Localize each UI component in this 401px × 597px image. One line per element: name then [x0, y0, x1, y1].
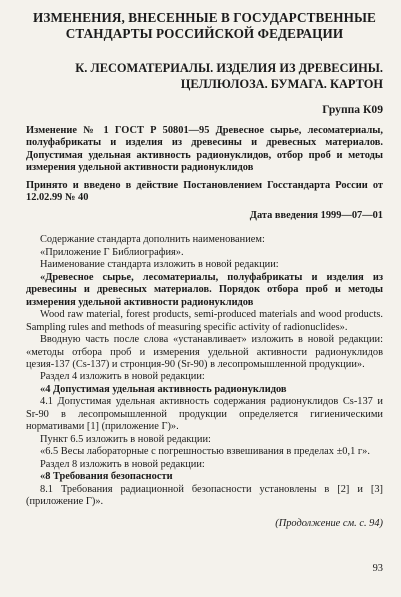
change-title: Изменение № 1 ГОСТ Р 50801—95 Древесное сырье, лесоматериалы, полуфабрикаты и изделия из древесины и древесных материалов. Допустимая удельная активность радионуклидов, отбор проб и методы измерения удельной активности радионуклидов: [26, 125, 383, 174]
paragraph: «6.5 Весы лабораторные с погрешностью взвешивания в пределах ±0,1 г».: [40, 446, 370, 458]
paragraph: Содержание стандарта дополнить наименованием:: [40, 234, 265, 246]
paragraph: «Приложение Г Библиография».: [40, 246, 184, 258]
paragraph-bold: «4 Допустимая удельная активность радионуклидов: [40, 383, 287, 395]
effective-date: Дата введения 1999—07—01: [249, 210, 383, 222]
accepted-note: Принято и введено в действие Постановлением Госстандарта России от 12.02.99 № 40: [26, 179, 383, 204]
paragraph: Раздел 4 изложить в новой редакции:: [40, 371, 205, 383]
paragraph: Наименование стандарта изложить в новой редакции:: [40, 259, 279, 271]
group-code: Группа К09: [322, 103, 383, 116]
paragraph: Wood raw material, forest products, semi-produced materials and wood products. Sampling rules and methods of measuring specific activity of radionuclides».: [26, 309, 383, 333]
title-line-1: ИЗМЕНЕНИЯ, ВНЕСЕННЫЕ В ГОСУДАРСТВЕННЫЕ: [33, 10, 376, 25]
section-line-1: К. ЛЕСОМАТЕРИАЛЫ. ИЗДЕЛИЯ ИЗ ДРЕВЕСИНЫ.: [75, 61, 383, 75]
paragraph-bold: «8 Требования безопасности: [40, 471, 173, 483]
document-title: [26, 10, 383, 42]
paragraph: 8.1 Требования радиационной безопасности установлены в [2] и [3] (приложение Г)».: [26, 483, 383, 507]
paragraph: Пункт 6.5 изложить в новой редакции:: [40, 433, 211, 445]
paragraph: 4.1 Допустимая удельная активность содержания радионуклидов Cs-137 и Sr-90 в лесопромышленной продукции определяется гигиеническими нормативами [1] (приложение Г)».: [26, 396, 383, 433]
document-body: [26, 234, 383, 508]
title-line-2: СТАНДАРТЫ РОССИЙСКОЙ ФЕДЕРАЦИИ: [65, 26, 344, 41]
paragraph: Раздел 8 изложить в новой редакции:: [40, 458, 205, 470]
section-heading: [26, 61, 383, 92]
page-number: 93: [372, 563, 383, 574]
section-line-2: ЦЕЛЛЮЛОЗА. БУМАГА. КАРТОН: [180, 76, 383, 91]
continuation-note: (Продолжение см. с. 94): [275, 518, 383, 530]
paragraph-bold: «Древесное сырье, лесоматериалы, полуфабрикаты и изделия из древесины и древесных материалов. Порядок отбора проб и методы измерения удельной активности радионуклидов: [26, 271, 383, 308]
paragraph: Вводную часть после слова «устанавливает» изложить в новой редакции: «методы отбора проб и измерения удельной активности радионуклидов цезия-137 (Cs-137) и стронция-90 (Sr-90) в лесопромышленной продукции».: [26, 334, 383, 370]
